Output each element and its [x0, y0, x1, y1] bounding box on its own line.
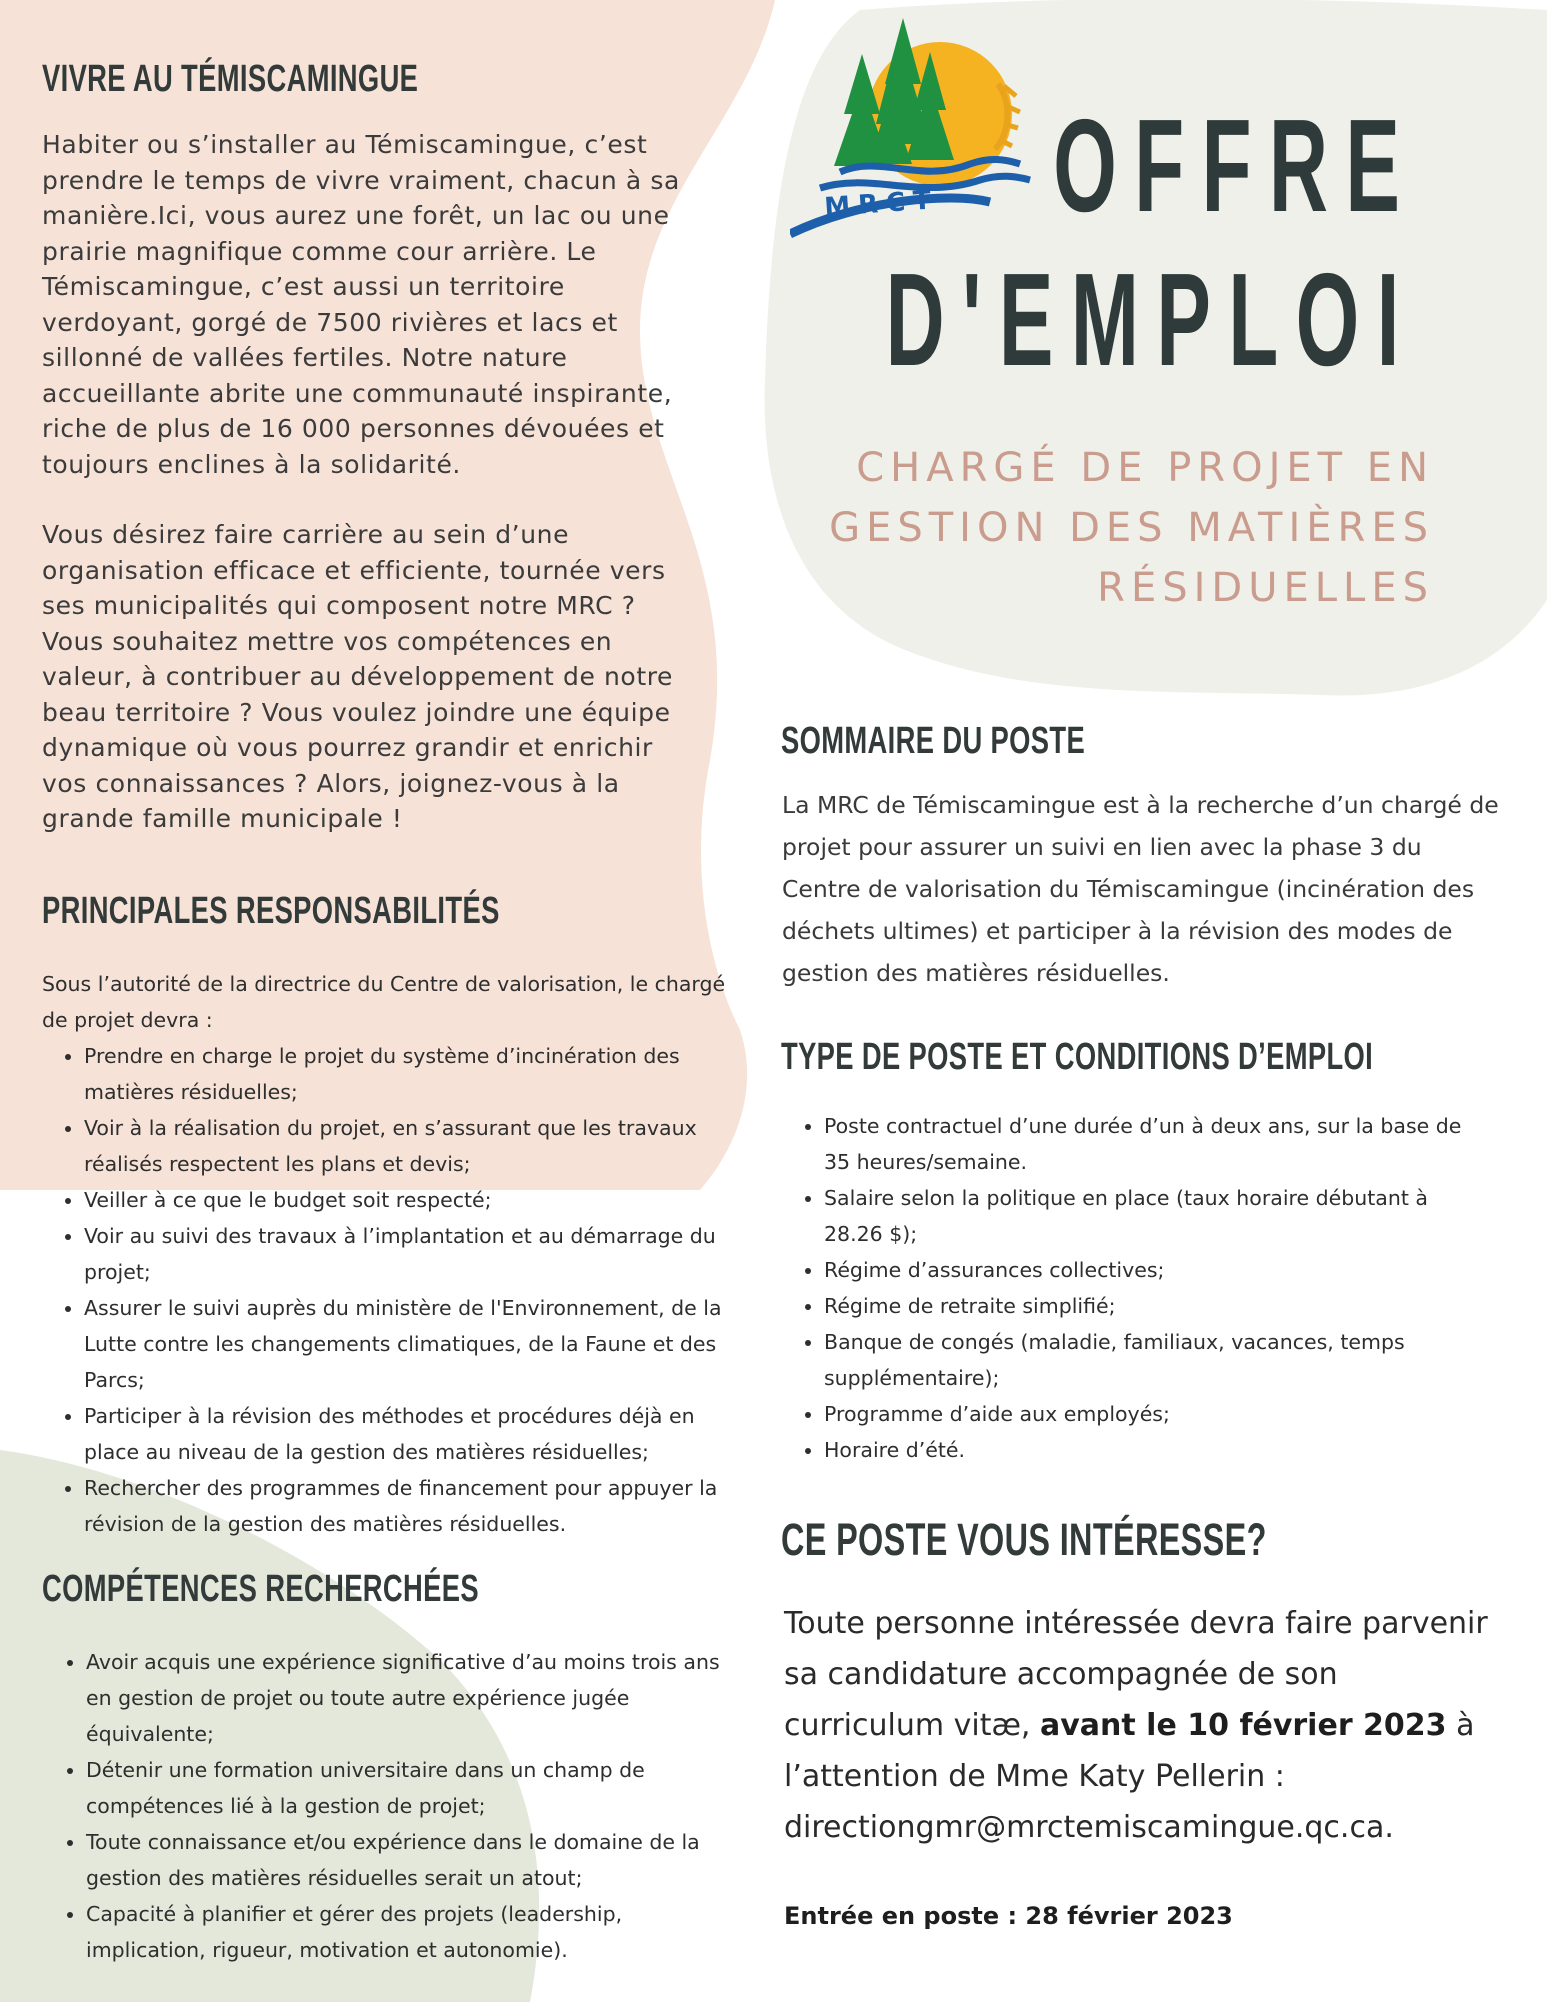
competences-heading: COMPÉTENCES RECHERCHÉES	[42, 1568, 479, 1610]
list-item: • Avoir acquis une expérience significative d’au moins trois ans en gestion de projet ou toute autre expérience jugée équivalente;	[86, 1644, 739, 1752]
interet-text	[784, 1598, 1504, 1853]
list-item: • Veiller à ce que le budget soit respecté;	[84, 1182, 732, 1218]
interet-text-after: à l’attention de Mme Katy Pellerin : directiongmr@mrctemiscamingue.qc.ca.	[784, 1708, 1475, 1845]
list-item: • Participer à la révision des méthodes et procédures déjà en place au niveau de la gestion des matières résiduelles;	[84, 1398, 732, 1470]
competences-list	[44, 1644, 739, 1968]
list-item: • Voir à la réalisation du projet, en s’assurant que les travaux réalisés respectent les plans et devis;	[84, 1110, 732, 1182]
list-item: • Régime de retraite simplifié;	[824, 1288, 1482, 1324]
interet-deadline: avant le 10 février 2023	[1039, 1708, 1447, 1743]
interet-text-before: Toute personne intéressée devra faire parvenir sa candidature accompagnée de son curriculum vitæ,	[784, 1606, 1488, 1743]
vivre-paragraph-1: Habiter ou s’installer au Témiscamingue, c’est prendre le temps de vivre vraiment, chacun à sa manière.Ici, vous aurez une forêt, un lac ou une prairie magnifique comme cour arrière. Le Témiscamingue, c’est aussi un territoire verdoyant, gorgé de 7500 rivières et lacs et sillonné de vallées fertiles. Notre nature accueillante abrite une communauté inspirante, riche de plus de 16 000 personnes dévouées et toujours enclines à la solidarité.	[42, 130, 680, 479]
list-item: • Voir au suivi des travaux à l’implantation et au démarrage du projet;	[84, 1218, 732, 1290]
section-sommaire	[781, 720, 1203, 763]
vivre-heading: VIVRE AU TÉMISCAMINGUE	[42, 58, 419, 100]
logo-text: MRCT	[823, 185, 940, 223]
responsabilites-list	[42, 1038, 732, 1542]
vivre-text	[42, 127, 702, 837]
interet-heading: CE POSTE VOUS INTÉRESSE?	[781, 1514, 1267, 1565]
list-item: • Salaire selon la politique en place (taux horaire débutant à 28.26 $);	[824, 1180, 1482, 1252]
title-offre: OFFRE	[1052, 92, 1417, 239]
section-interet	[781, 1514, 1456, 1566]
responsabilites-body	[42, 966, 732, 1542]
sommaire-heading: SOMMAIRE DU POSTE	[781, 720, 1086, 762]
list-item: • Programme d’aide aux employés;	[824, 1396, 1482, 1432]
list-item: • Banque de congés (maladie, familiaux, vacances, temps supplémentaire);	[824, 1324, 1482, 1396]
section-vivre	[42, 58, 565, 101]
conditions-list	[782, 1108, 1482, 1468]
job-subtitle: CHARGÉ DE PROJET EN GESTION DES MATIÈRES RÉSIDUELLES	[829, 445, 1434, 611]
vivre-paragraph-2: Vous désirez faire carrière au sein d’une organisation efficace et efficiente, tournée vers ses municipalités qui composent notre MRC ? Vous souhaitez mettre vos compétences en valeur, à contribuer au développement de notre beau territoire ? Vous voulez joindre une équipe dynamique où vous pourrez grandir et enrichir vos connaissances ? Alors, joignez-vous à la grande famille municipale !	[42, 520, 674, 833]
sommaire-text: La MRC de Témiscamingue est à la recherche d’un chargé de projet pour assurer un suivi en lien avec la phase 3 du Centre de valorisation du Témiscamingue (incinération des déchets ultimes) et participer à la révision des modes de gestion des matières résiduelles.	[782, 791, 1499, 987]
list-item: • Régime d’assurances collectives;	[824, 1252, 1482, 1288]
section-conditions	[781, 1036, 1547, 1079]
list-item: • Rechercher des programmes de financement pour appuyer la révision de la gestion des matières résiduelles.	[84, 1470, 732, 1542]
section-responsabilites	[42, 890, 678, 933]
list-item: • Capacité à planifier et gérer des projets (leadership, implication, rigueur, motivation et autonomie).	[86, 1896, 739, 1968]
list-item: • Assurer le suivi auprès du ministère de l'Environnement, de la Lutte contre les changements climatiques, de la Faune et des Parcs;	[84, 1290, 732, 1398]
list-item: • Prendre en charge le projet du système d’incinération des matières résiduelles;	[84, 1038, 732, 1110]
responsabilites-intro: Sous l’autorité de la directrice du Centre de valorisation, le chargé de projet devra :	[42, 972, 726, 1032]
list-item: • Toute connaissance et/ou expérience dans le domaine de la gestion des matières résiduelles serait un atout;	[86, 1824, 739, 1896]
conditions-body	[782, 1108, 1482, 1468]
conditions-heading: TYPE DE POSTE ET CONDITIONS D’EMPLOI	[781, 1036, 1374, 1078]
entree-en-poste: Entrée en poste : 28 février 2023	[784, 1902, 1233, 1930]
title-demploi: D'EMPLOI	[885, 246, 1417, 393]
list-item: • Détenir une formation universitaire dans un champ de compétences lié à la gestion de projet;	[86, 1752, 739, 1824]
mrct-logo	[790, 14, 1050, 244]
competences-body	[44, 1644, 739, 1968]
section-competences	[42, 1568, 649, 1611]
list-item: • Horaire d’été.	[824, 1432, 1482, 1468]
list-item: • Poste contractuel d’une durée d’un à deux ans, sur la base de 35 heures/semaine.	[824, 1108, 1482, 1180]
responsabilites-heading: PRINCIPALES RESPONSABILITÉS	[42, 890, 500, 932]
